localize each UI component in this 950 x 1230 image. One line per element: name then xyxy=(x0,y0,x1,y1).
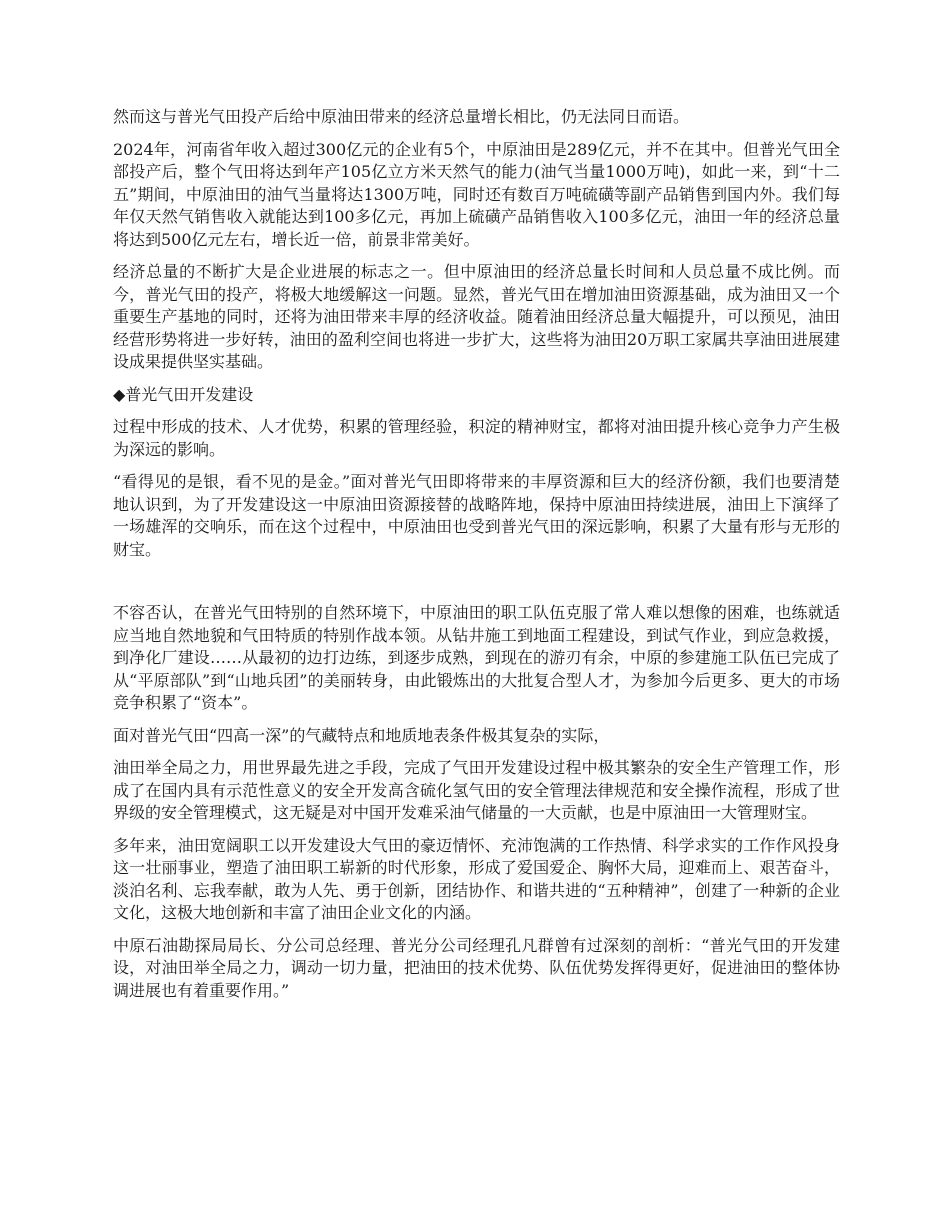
paragraph-7: 面对普光气田“四高一深”的气藏特点和地质地表条件极其复杂的实际， xyxy=(113,725,610,745)
paragraph-3: 经济总量的不断扩大是企业进展的标志之一。但中原油田的经济总量长时间和人员总量不成比例。而今，普光气田的投产，将极大地缓解这一问题。显然，普光气田在增加油田资源基础，成为油田又一个重要生产基地的同时，还将为油田带来丰厚的经济收益。随着油田经济总量大幅提升，可以预见，油田经营形势将进一步好转，油田的盈利空间也将进一步扩大，这些将为油田20万职工家属共享油田进展建设成果提供坚实基础。 xyxy=(113,262,840,371)
paragraph-4: 过程中形成的技术、人才优势，积累的管理经验，积淀的精神财宝，都将对油田提升核心竞争力产生极为深远的影响。 xyxy=(113,417,840,459)
paragraph-2: 2024年，河南省年收入超过300亿元的企业有5个，中原油田是289亿元，并不在其中。但普光气田全部投产后，整个气田将达到年产105亿立方米天然气的能力(油气当量1000万吨)，如此一来，到“十二五”期间，中原油田的油气当量将达1300万吨，同时还有数百万吨硫磺等副产品销售到国内外。我们每年仅天然气销售收入就能达到100多亿元，再加上硫磺产品销售收入100多亿元，油田一年的经济总量将达到500亿元左右，增长近一倍，前景非常美好。 xyxy=(113,139,840,249)
document-body xyxy=(113,106,840,1012)
paragraph-6: 不容否认，在普光气田特别的自然环境下，中原油田的职工队伍克服了常人难以想像的困难，也练就适应当地自然地貌和气田特质的特别作战本领。从钻井施工到地面工程建设，到试气作业，到应急救援，到净化厂建设……从最初的边打边练，到逐步成熟，到现在的游刃有余，中原的参建施工队伍已完成了从“平原部队”到“山地兵团”的美丽转身，由此锻炼出的大批复合型人才，为参加今后更多、更大的市场竞争积累了“资本”。 xyxy=(113,603,840,712)
paragraph-5: “看得见的是银，看不见的是金。”面对普光气田即将带来的丰厚资源和巨大的经济份额，我们也要清楚地认识到，为了开发建设这一中原油田资源接替的战略阵地，保持中原油田持续进展，油田上下演绎了一场雄浑的交响乐，而在这个过程中，中原油田也受到普光气田的深远影响，积累了大量有形与无形的财宝。 xyxy=(113,472,840,559)
paragraph-8: 油田举全局之力，用世界最先进之手段，完成了气田开发建设过程中极其繁杂的安全生产管理工作，形成了在国内具有示范性意义的安全开发高含硫化氢气田的安全管理法律规范和安全操作流程，形成了世界级的安全管理模式，这无疑是对中国开发难采油气储量的一大贡献，也是中原油田一大管理财宝。 xyxy=(113,758,840,822)
paragraph-9: 多年来，油田宽阔职工以开发建设大气田的豪迈情怀、充沛饱满的工作热情、科学求实的工作作风投身这一壮丽事业，塑造了油田职工崭新的时代形象，形成了爱国爱企、胸怀大局，迎难而上、艰苦奋斗，淡泊名利、忘我奉献，敢为人先、勇于创新，团结协作、和谐共进的“五种精神”，创建了一种新的企业文化，这极大地创新和丰富了油田企业文化的内涵。 xyxy=(113,835,840,922)
paragraph-1: 然而这与普光气田投产后给中原油田带来的经济总量增长相比，仍无法同日而语。 xyxy=(113,107,690,126)
blank-spacer xyxy=(113,571,840,602)
paragraph-10: 中原石油勘探局局长、分公司总经理、普光分公司经理孔凡群曾有过深刻的剖析：“普光气田的开发建设，对油田举全局之力，调动一切力量，把油田的技术优势、队伍优势发挥得更好，促进油田的整体协调进展也有着重要作用。” xyxy=(113,935,840,1000)
section-heading: ◆普光气田开发建设 xyxy=(113,384,254,404)
